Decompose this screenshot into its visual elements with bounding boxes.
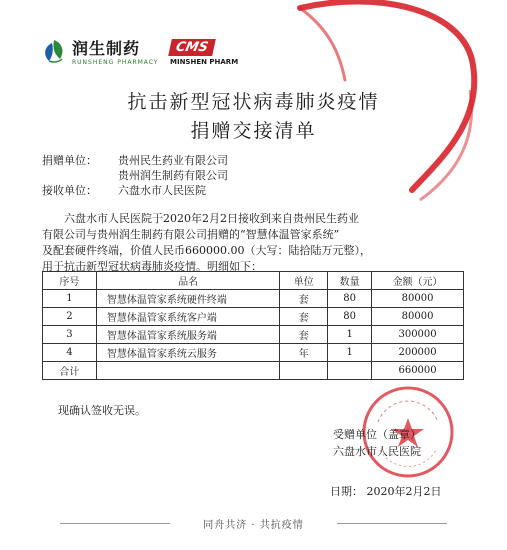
- cell-index: 1: [43, 290, 97, 308]
- cell-quantity: 1: [328, 344, 372, 362]
- recipient-label: 接收单位：: [42, 184, 97, 197]
- document-title-line1: 抗击新型冠状病毒肺炎疫情: [127, 91, 380, 113]
- description-line-1: 六盘水市人民医院于2020年2月2日接收到来自贵州民生药业: [64, 212, 359, 225]
- cell-index: 3: [43, 326, 97, 344]
- header-unit: 单位: [280, 272, 328, 290]
- cell-quantity: 80: [328, 308, 372, 326]
- table-row: [43, 326, 464, 344]
- cell-index: 4: [43, 344, 97, 362]
- cell-quantity: 80: [328, 290, 372, 308]
- table-header-row: [43, 272, 464, 290]
- cell-amount: 80000: [372, 308, 464, 326]
- minshen-logo-english: MINSHEN PHARM: [170, 58, 239, 66]
- total-label: 合计: [43, 362, 97, 380]
- cell-unit: 套: [280, 290, 328, 308]
- donation-items-table: [42, 271, 464, 380]
- donor-name-2: 贵州润生制药有限公司: [118, 169, 228, 182]
- recipient-signature-name: 六盘水市人民医院: [333, 445, 421, 458]
- minshen-logo: [170, 36, 238, 66]
- cell-unit: 年: [280, 344, 328, 362]
- cell-amount: 200000: [372, 344, 464, 362]
- donor-name-1: 贵州民生药业有限公司: [118, 154, 228, 167]
- description-line-2: 有限公司与贵州润生制药有限公司捐赠的“智慧体温管家系统”: [42, 228, 340, 241]
- donation-description: [42, 211, 474, 275]
- cell-item-name: 智慧体温管家系统硬件终端: [96, 290, 279, 308]
- document-title-line2: 捐赠交接清单: [190, 120, 317, 142]
- donor-label: 捐赠单位：: [42, 154, 97, 167]
- recipient-name: 六盘水市人民医院: [118, 184, 206, 197]
- runsheng-logo-english: RUNSHENG PHARMACY: [72, 59, 159, 66]
- total-amount: 660000: [372, 362, 464, 380]
- cell-quantity: 1: [328, 326, 372, 344]
- cell-item-name: 智慧体温管家系统云服务: [96, 344, 279, 362]
- footer-slogan: 同舟共济 · 共抗疫情: [203, 520, 304, 531]
- header-amount: 金额（元）: [372, 272, 464, 290]
- table-total-row: [43, 362, 464, 380]
- leaf-logo-icon: [40, 37, 68, 65]
- cms-logo-mark: CMS: [168, 39, 215, 56]
- recipient-seal-label: 受赠单位（盖章）: [333, 428, 421, 441]
- description-line-3: 及配套硬件终端，价值人民币660000.00（大写：陆拾陆万元整），: [42, 244, 371, 257]
- cell-item-name: 智慧体温管家系统客户端: [96, 308, 279, 326]
- table-row: [43, 290, 464, 308]
- header-quantity: 数量: [328, 272, 372, 290]
- header-item-name: 品名: [96, 272, 279, 290]
- cell-amount: 80000: [372, 290, 464, 308]
- runsheng-logo-name: 润生制药: [72, 39, 141, 58]
- document-date: 日期： 2020年2月2日: [330, 485, 442, 498]
- confirmation-text: 现确认签收无误。: [58, 404, 146, 417]
- cell-unit: 套: [280, 326, 328, 344]
- cell-unit: 套: [280, 308, 328, 326]
- table-row: [43, 308, 464, 326]
- table-row: [43, 344, 464, 362]
- cell-index: 2: [43, 308, 97, 326]
- runsheng-logo: [40, 36, 159, 66]
- cell-amount: 300000: [372, 326, 464, 344]
- header-index: 序号: [43, 272, 97, 290]
- cell-item-name: 智慧体温管家系统服务端: [96, 326, 279, 344]
- description-line-4: 用于抗击新型冠状病毒肺炎疫情。明细如下：: [42, 260, 262, 273]
